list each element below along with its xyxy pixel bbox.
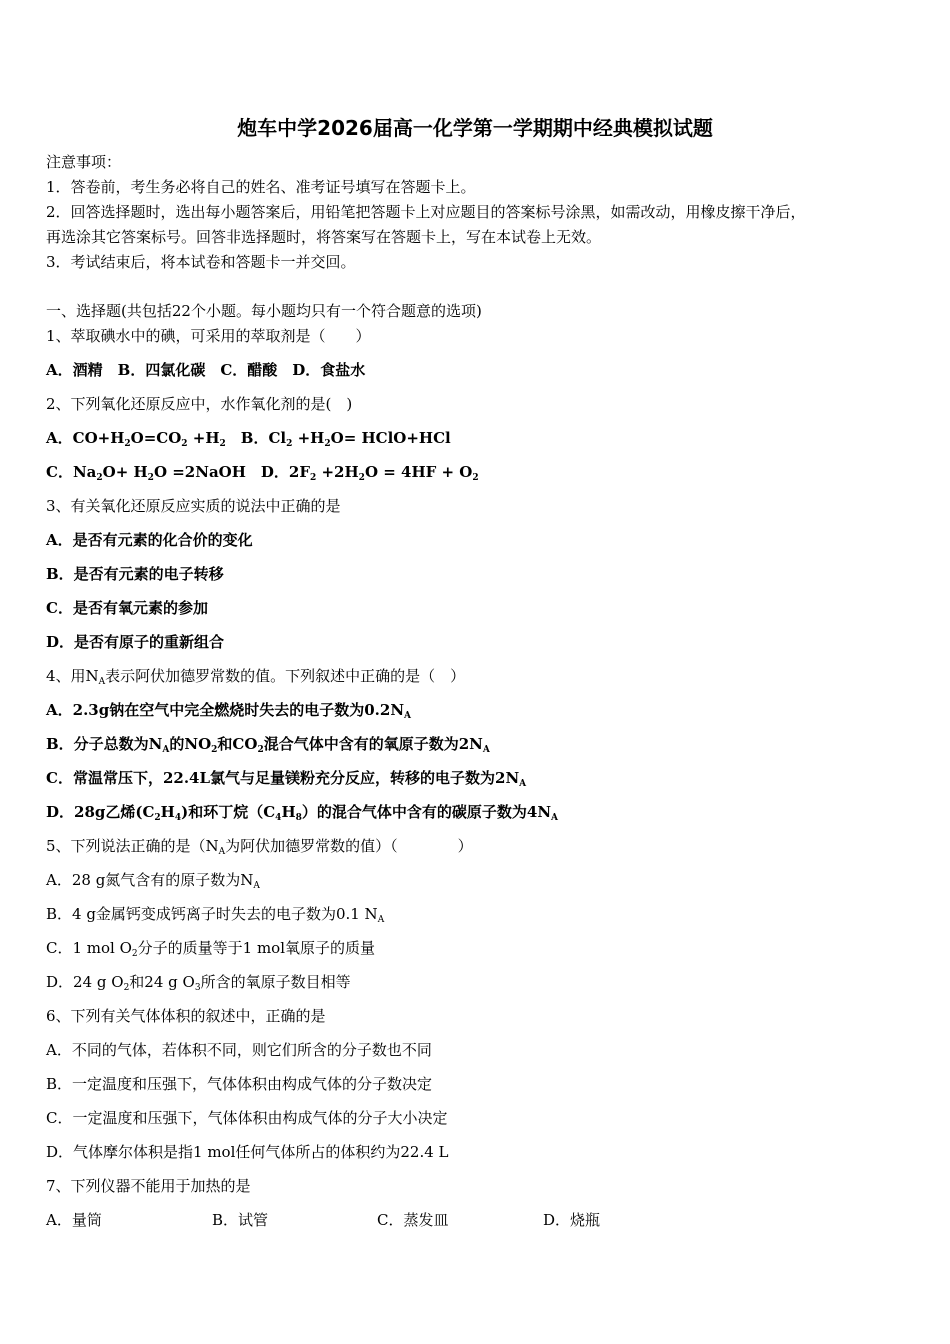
q4-d-text: ）的混合气体中含有的碳原子数为4N	[301, 803, 552, 821]
subscript: 8	[295, 813, 302, 823]
subscript: 2	[131, 949, 138, 959]
q2-d-text: O = 4HF + O	[364, 463, 473, 481]
subscript: 2	[211, 745, 218, 755]
q5-option-c	[46, 938, 375, 958]
q6-option-a: A．不同的气体，若体积不同，则它们所含的分子数也不同	[46, 1041, 432, 1059]
q2-options-ab	[46, 428, 451, 448]
q3-option-d: D．是否有原子的重新组合	[46, 633, 225, 651]
subscript: A	[377, 915, 385, 925]
notice-item-2: 2．回答选择题时，选出每小题答案后，用铅笔把答题卡上对应题目的答案标号涂黑，如需改动，用橡皮擦干净后，	[46, 203, 806, 221]
q5-c-text: C．1 mol O	[46, 939, 132, 957]
q4-b-text: 的NO	[169, 735, 212, 753]
subscript: 2	[472, 473, 479, 483]
q2-b-text: O= HClO+HCl	[330, 429, 451, 447]
q2-c-text: O+ H	[102, 463, 148, 481]
q4-stem	[46, 666, 465, 686]
notice-heading: 注意事项：	[46, 153, 122, 171]
q5-stem	[46, 836, 473, 856]
q5-option-a	[46, 870, 260, 890]
q2-stem: 2、下列氧化还原反应中，水作氧化剂的是( )	[46, 395, 353, 413]
subscript: A	[98, 677, 106, 687]
q4-d-text: D．28g乙烯(C	[46, 803, 155, 821]
q6-option-b: B．一定温度和压强下，气体体积由构成气体的分子数决定	[46, 1075, 433, 1093]
subscript: 2	[147, 473, 154, 483]
q2-a-text: +H	[187, 429, 220, 447]
subscript: A	[162, 745, 170, 755]
q2-d-text: O =2NaOH D．2F	[153, 463, 310, 481]
q4-b-text: 混合气体中含有的氧原子数为2N	[263, 735, 483, 753]
subscript: 4	[174, 813, 182, 823]
q2-d-text: +2H	[316, 463, 359, 481]
q5-stem-text: 为阿伏加德罗常数的值）（ ）	[225, 837, 473, 855]
q4-b-text: B．分子总数为N	[46, 735, 163, 753]
q7-option-a: A．量筒	[46, 1211, 102, 1229]
q2-c-text: C．Na	[46, 463, 97, 481]
subscript: 2	[324, 439, 331, 449]
q4-d-text: H	[281, 803, 296, 821]
q1-stem: 1、萃取碘水中的碘，可采用的萃取剂是（ ）	[46, 327, 371, 345]
q2-a-text: O=CO	[130, 429, 182, 447]
q5-b-text: B．4 g金属钙变成钙离子时失去的电子数为0.1 N	[46, 905, 378, 923]
subscript: A	[218, 847, 226, 857]
q4-d-text: )和环丁烷（C	[181, 803, 276, 821]
subscript: A	[482, 745, 490, 755]
subscript: 2	[310, 473, 317, 483]
q6-option-c: C．一定温度和压强下，气体体积由构成气体的分子大小决定	[46, 1109, 448, 1127]
q6-stem: 6、下列有关气体体积的叙述中，正确的是	[46, 1007, 326, 1025]
q5-d-text: 所含的氧原子数目相等	[200, 973, 351, 991]
q7-option-b: B．试管	[212, 1211, 269, 1229]
q4-option-b	[46, 734, 490, 754]
subscript: 2	[181, 439, 188, 449]
q2-b-text: +H	[292, 429, 325, 447]
section-heading: 一、选择题(共包括22个小题。每小题均只有一个符合题意的选项)	[46, 302, 482, 320]
notice-item-3: 3．考试结束后，将本试卷和答题卡一并交回。	[46, 253, 356, 271]
subscript: 2	[154, 813, 161, 823]
notice-item-1: 1．答卷前，考生务必将自己的姓名、准考证号填写在答题卡上。	[46, 178, 476, 196]
q4-c-text: C．常温常压下，22.4L氯气与足量镁粉充分反应，转移的电子数为2N	[46, 769, 520, 787]
q5-option-d	[46, 972, 351, 992]
q7-option-d: D．烧瓶	[543, 1211, 601, 1229]
subscript: 2	[123, 983, 130, 993]
q5-a-text: A．28 g氮气含有的原子数为N	[46, 871, 254, 889]
page-title: 炮车中学2026届高一化学第一学期期中经典模拟试题	[237, 116, 713, 140]
subscript: 2	[257, 745, 264, 755]
q2-a-text: A．CO+H	[46, 429, 125, 447]
notice-item-2-cont: 再选涂其它答案标号。回答非选择题时，将答案写在答题卡上，写在本试卷上无效。	[46, 228, 602, 246]
subscript: A	[404, 711, 412, 721]
subscript: A	[519, 779, 527, 789]
subscript: 4	[275, 813, 282, 823]
subscript: 2	[124, 439, 131, 449]
q3-option-b: B．是否有元素的电子转移	[46, 565, 224, 583]
q3-option-a: A．是否有元素的化合价的变化	[46, 531, 253, 549]
q5-d-text: 和24 g O	[129, 973, 195, 991]
q5-option-b	[46, 904, 384, 924]
subscript: 2	[286, 439, 293, 449]
q4-option-a	[46, 700, 411, 720]
q5-stem-text: 5、下列说法正确的是（N	[46, 837, 219, 855]
q5-d-text: D．24 g O	[46, 973, 124, 991]
q4-a-text: A．2.3g钠在空气中完全燃烧时失去的电子数为0.2N	[46, 701, 405, 719]
q7-stem: 7、下列仪器不能用于加热的是	[46, 1177, 251, 1195]
subscript: 3	[194, 983, 201, 993]
q2-options-cd	[46, 462, 479, 482]
q4-d-text: H	[160, 803, 175, 821]
q5-c-text: 分子的质量等于1 mol氧原子的质量	[137, 939, 376, 957]
q4-stem-text: 表示阿伏加德罗常数的值。下列叙述中正确的是（ ）	[105, 667, 466, 685]
subscript: 2	[219, 439, 226, 449]
q4-b-text: 和CO	[217, 735, 258, 753]
q4-stem-text: 4、用N	[46, 667, 99, 685]
subscript: 2	[96, 473, 103, 483]
subscript: 2	[358, 473, 365, 483]
q4-option-c	[46, 768, 526, 788]
q3-stem: 3、有关氧化还原反应实质的说法中正确的是	[46, 497, 341, 515]
q6-option-d: D．气体摩尔体积是指1 mol任何气体所占的体积约为22.4 L	[46, 1143, 449, 1161]
q1-options: A．酒精 B．四氯化碳 C．醋酸 D．食盐水	[46, 361, 366, 379]
q2-b-text: B．Cl	[225, 429, 287, 447]
subscript: A	[253, 881, 260, 891]
q4-option-d	[46, 802, 558, 822]
subscript: A	[551, 813, 559, 823]
q3-option-c: C．是否有氧元素的参加	[46, 599, 208, 617]
q7-option-c: C．蒸发皿	[377, 1211, 449, 1229]
